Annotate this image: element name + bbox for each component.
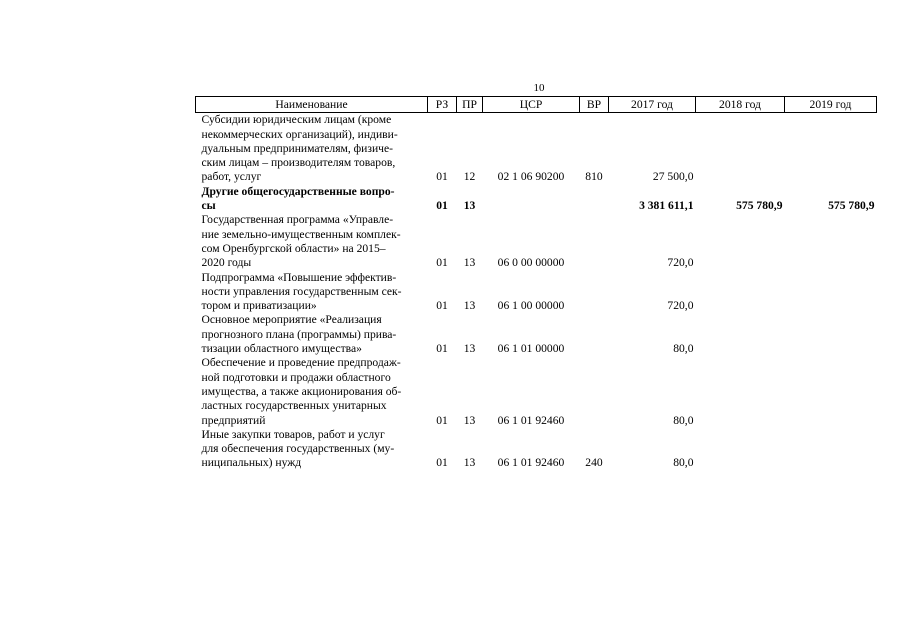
cell-2017: 27 500,0 [652, 170, 694, 184]
name-line: дуальным предпринимателям, физиче- [201, 141, 394, 155]
name-line: ности управления государственным сек- [201, 284, 402, 298]
cell-csr: 06 1 01 92460 [497, 413, 565, 427]
cell-rz: 01 [436, 342, 448, 356]
cell-2019 [785, 313, 877, 356]
cell-2019 [785, 271, 877, 314]
cell-vr: 240 [585, 456, 603, 470]
cell-2017: 3 381 611,1 [639, 199, 694, 213]
cell-csr: 06 0 00 00000 [497, 256, 565, 270]
cell-name [196, 313, 428, 356]
cell-2018 [696, 213, 785, 270]
cell-2019 [785, 428, 877, 471]
cell-pr: 12 [463, 170, 476, 184]
table-row [196, 356, 877, 427]
cell-name [196, 271, 428, 314]
cell-vr [580, 271, 609, 314]
cell-name [196, 113, 428, 185]
name-line: тизации областного имущества» [201, 342, 362, 356]
cell-2018 [696, 356, 785, 427]
cell-pr: 13 [463, 256, 476, 270]
table-row [196, 113, 877, 185]
cell-2018 [696, 428, 785, 471]
cell-2018: 575 780,9 [736, 199, 783, 213]
cell-2019 [785, 213, 877, 270]
name-line: ластных государственных унитарных [201, 399, 387, 413]
cell-rz: 01 [436, 413, 448, 427]
cell-csr [483, 185, 580, 214]
table-body [196, 113, 877, 471]
cell-2019 [785, 113, 877, 185]
header-vr: ВР [580, 97, 609, 113]
name-line: тором и приватизации» [201, 299, 317, 313]
name-line: Подпрограмма «Повышение эффектив- [201, 270, 397, 284]
budget-table [195, 96, 877, 471]
header-2018: 2018 год [696, 97, 785, 113]
name-line: предприятий [201, 413, 266, 427]
table-row [196, 313, 877, 356]
header-name: Наименование [196, 97, 428, 113]
name-line: Государственная программа «Управле- [201, 213, 394, 227]
cell-vr [580, 185, 609, 214]
cell-2017: 720,0 [667, 256, 694, 270]
name-line: ским лицам – производителям товаров, [201, 156, 396, 170]
header-csr: ЦСР [483, 97, 580, 113]
table-row [196, 185, 877, 214]
cell-name [196, 356, 428, 427]
name-line: Обеспечение и проведение предпродаж- [201, 356, 401, 370]
name-line: сом Оренбургской области» на 2015– [201, 241, 386, 255]
cell-name [196, 213, 428, 270]
cell-pr: 13 [463, 456, 476, 470]
name-line: Субсидии юридическим лицам (кроме [201, 113, 392, 127]
name-line: ние земельно-имущественным комплек- [201, 227, 401, 241]
cell-pr: 13 [463, 413, 476, 427]
cell-csr: 02 1 06 90200 [497, 170, 565, 184]
cell-vr [580, 313, 609, 356]
cell-csr: 06 1 00 00000 [497, 299, 565, 313]
cell-name [196, 428, 428, 471]
table-header [196, 97, 877, 113]
table-row [196, 428, 877, 471]
header-pr: ПР [457, 97, 483, 113]
cell-2019: 575 780,9 [828, 199, 875, 213]
cell-pr: 13 [463, 342, 476, 356]
cell-2018 [696, 313, 785, 356]
table-row [196, 213, 877, 270]
table-row [196, 271, 877, 314]
name-line: Другие общегосударственные вопро- [201, 184, 395, 198]
name-line: прогнозного плана (программы) прива- [201, 327, 397, 341]
cell-vr: 810 [585, 170, 603, 184]
name-line: Основное мероприятие «Реализация [201, 313, 382, 327]
cell-pr: 13 [463, 199, 476, 213]
cell-vr [580, 356, 609, 427]
cell-pr: 13 [463, 299, 476, 313]
cell-2018 [696, 113, 785, 185]
name-line: сы [201, 199, 216, 213]
cell-rz: 01 [436, 170, 448, 184]
cell-rz: 01 [436, 456, 448, 470]
name-line: для обеспечения государственных (му- [201, 442, 395, 456]
name-line: ниципальных) нужд [201, 456, 302, 470]
cell-name [196, 185, 428, 214]
cell-rz: 01 [436, 256, 448, 270]
page-number: 10 [533, 82, 545, 94]
name-line: работ, услуг [201, 170, 262, 184]
name-line: имущества, а также акционирования об- [201, 384, 402, 398]
header-rz: РЗ [428, 97, 457, 113]
cell-2018 [696, 271, 785, 314]
name-line: некоммерческих организаций), индиви- [201, 127, 398, 141]
cell-vr [580, 213, 609, 270]
cell-2017: 80,0 [673, 342, 694, 356]
cell-2019 [785, 356, 877, 427]
cell-rz: 01 [436, 299, 448, 313]
cell-2017: 80,0 [673, 413, 694, 427]
cell-csr: 06 1 01 00000 [497, 342, 565, 356]
name-line: Иные закупки товаров, работ и услуг [201, 427, 385, 441]
cell-rz: 01 [436, 199, 448, 213]
header-2019: 2019 год [785, 97, 877, 113]
cell-2017: 80,0 [673, 456, 694, 470]
name-line: ной подготовки и продажи областного [201, 370, 391, 384]
cell-csr: 06 1 01 92460 [497, 456, 565, 470]
header-2017: 2017 год [609, 97, 696, 113]
cell-2017: 720,0 [667, 299, 694, 313]
name-line: 2020 годы [201, 256, 252, 270]
